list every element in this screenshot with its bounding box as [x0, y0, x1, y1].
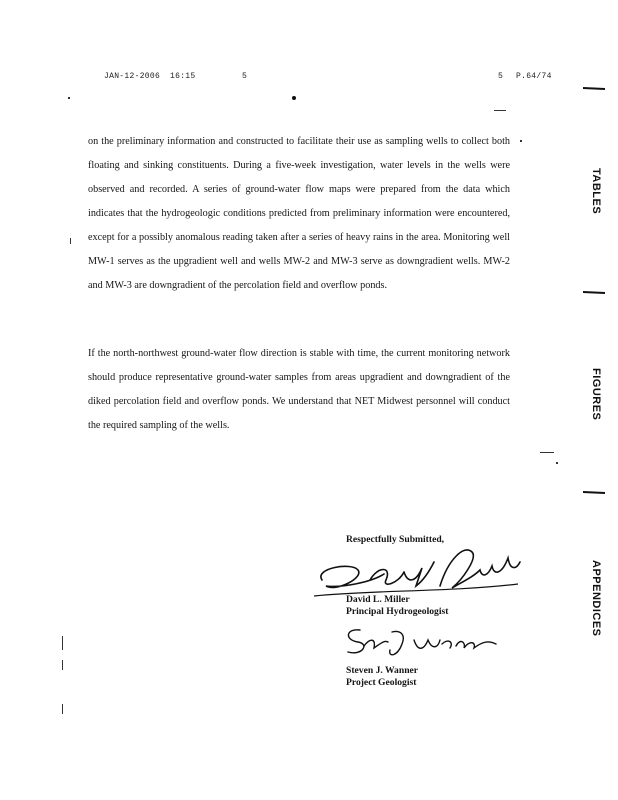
fax-date: JAN-12-2006 [104, 72, 161, 81]
body-paragraph-2: If the north-northwest ground-water flow direction is stable with time, the current monitoring network should produce representative ground-water samples from areas upgradient and downgradient of the diked percolation field and overflow ponds. We understand that NET Midwest personnel will conduct the required sampling of the wells. [88, 348, 510, 431]
signer-david-miller [346, 594, 448, 618]
signer-name: Steven J. Wanner [346, 665, 419, 676]
fax-header [104, 72, 564, 84]
fax-time: 16:15 [170, 72, 196, 81]
scan-speck [540, 452, 554, 453]
scan-mark [292, 96, 296, 100]
scan-speck [62, 636, 63, 650]
signature-steven-wanner [340, 620, 500, 660]
closing-line: Respectfully Submitted, [346, 534, 445, 545]
fax-from-number: 5 [242, 72, 248, 81]
scan-speck [520, 140, 522, 142]
side-tab-tables: TABLES [590, 168, 602, 215]
scan-speck [62, 660, 63, 670]
signature-david-miller [312, 540, 522, 600]
signer-title: Project Geologist [346, 677, 417, 688]
tab-notch-mark [583, 290, 605, 295]
scan-speck [556, 462, 558, 464]
scan-speck [62, 704, 63, 714]
side-tab-figures: FIGURES [590, 368, 602, 421]
side-tab-appendices: APPENDICES [590, 560, 602, 637]
tab-notch-mark [583, 86, 605, 91]
signer-name: David L. Miller [346, 594, 410, 605]
signer-steven-wanner [346, 665, 418, 689]
tab-notch-mark [583, 490, 605, 495]
fax-to-number: 5 [498, 72, 504, 81]
body-paragraph-1: on the preliminary information and constructed to facilitate their use as sampling wells to collect both floating and sinking constituents. During a five-week investigation, water levels in the wells were observed and recorded. A series of ground-water flow maps were prepared from the data which indicates that the hydrogeologic conditions predicted from preliminary information were encountered, except for a possibly anomalous reading taken after a series of heavy rains in the area. Monitoring well MW-1 serves as the upgradient well and wells MW-2 and MW-3 serve as downgradient wells. MW-2 and MW-3 are downgradient of the percolation field and overflow ponds. [88, 136, 510, 291]
fax-page-number: P.64/74 [516, 72, 552, 81]
scan-speck [68, 97, 70, 99]
scan-speck [70, 238, 71, 244]
scan-speck [494, 110, 506, 111]
signer-title: Principal Hydrogeologist [346, 606, 449, 617]
